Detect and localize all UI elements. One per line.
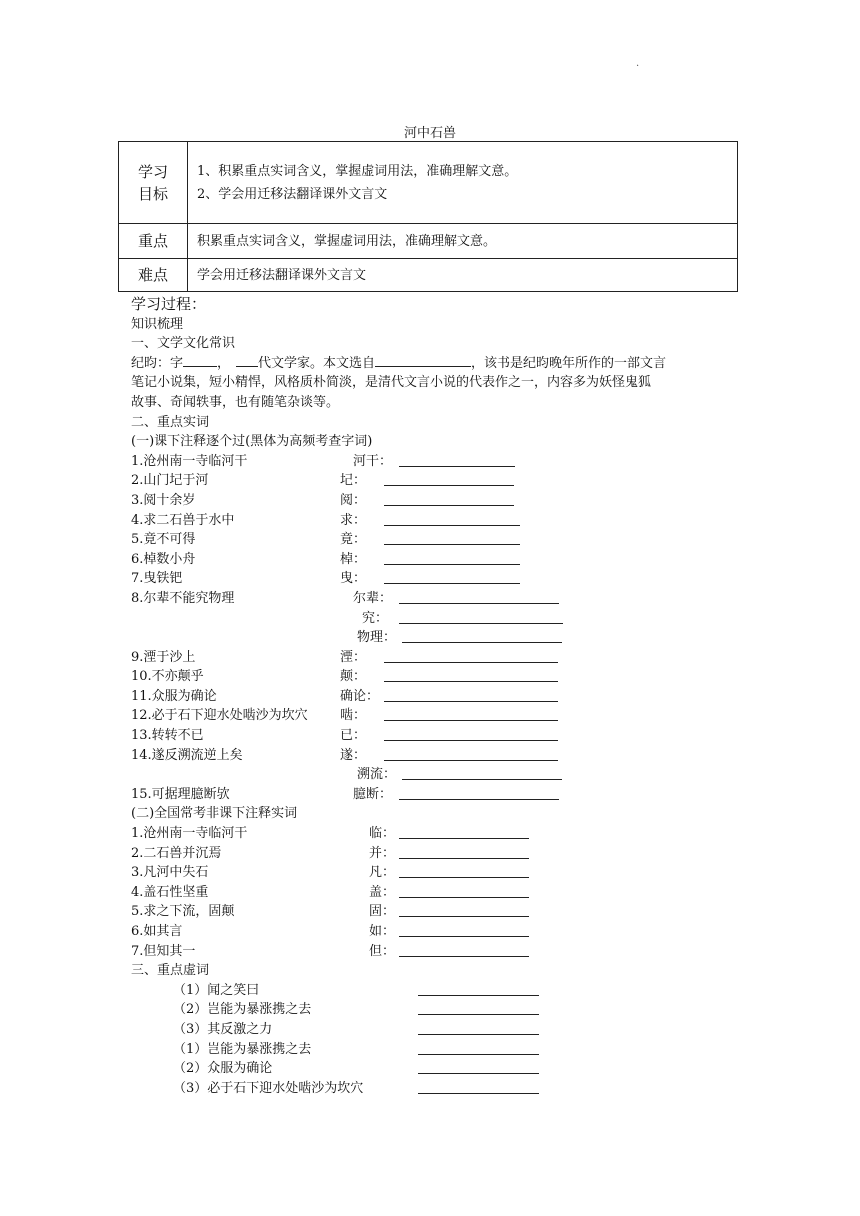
function-word-row [131, 1020, 751, 1040]
items1-list [131, 452, 751, 805]
items2-list [131, 824, 751, 961]
content-word-gloss-label: 河干： [353, 453, 393, 469]
blank-dynasty[interactable] [236, 354, 258, 367]
content-word-gloss-label: 曳： [340, 571, 367, 587]
exam-word-row [131, 942, 751, 962]
process-title: 学习过程： [131, 295, 207, 313]
content-word-row [131, 706, 751, 726]
content-word-answer-blank[interactable] [384, 525, 520, 526]
content-word-gloss-label: 臆断： [353, 786, 393, 802]
blank-source[interactable] [375, 354, 471, 367]
content-word-answer-blank[interactable] [384, 760, 558, 761]
content-word-row [131, 550, 751, 570]
exam-word-question: 1.沧州南一寺临河干 [131, 826, 248, 842]
exam-word-question: 2.二石兽并沉焉 [131, 845, 222, 861]
content-word-question: 10.不亦颠乎 [131, 669, 204, 685]
difficulty-content: 学会用迁移法翻译课外文言文 [188, 259, 738, 292]
goals-row [119, 142, 738, 224]
section1-para-line3: 故事、奇闻轶事，也有随笔杂谈等。 [131, 394, 340, 410]
content-word-row [131, 667, 751, 687]
content-word-gloss-label: 确论： [340, 688, 380, 704]
content-word-row [131, 746, 751, 766]
keypoint-header: 重点 [119, 224, 188, 259]
content-word-gloss-label: 究： [362, 610, 389, 626]
section2-sub1: (一)课下注释逐个过(黑体为高频考查字词) [131, 434, 373, 450]
content-word-gloss-label: 物理： [357, 630, 397, 646]
content-word-gloss-label: 竟： [340, 532, 367, 548]
exam-word-row [131, 824, 751, 844]
content-word-question: 13.转转不已 [131, 728, 204, 744]
exam-word-row [131, 902, 751, 922]
content-word-question: 14.遂反溯流逆上矣 [131, 747, 243, 763]
function-word-row [131, 1040, 751, 1060]
exam-word-answer-blank[interactable] [399, 838, 529, 839]
content-word-gloss-label: 湮： [340, 649, 367, 665]
content-word-question: 7.曳铁钯 [131, 571, 183, 587]
content-word-answer-blank[interactable] [399, 603, 559, 604]
content-word-answer-blank[interactable] [402, 642, 562, 643]
page-dot: . [636, 58, 640, 69]
content-word-row [131, 726, 751, 746]
keypoint-row [119, 224, 738, 259]
goals-table [118, 141, 738, 292]
exam-word-row [131, 883, 751, 903]
function-word-row [131, 981, 751, 1001]
goals-header: 学习 目标 [119, 142, 188, 224]
exam-word-answer-blank[interactable] [399, 877, 529, 878]
content-word-answer-blank[interactable] [384, 701, 558, 702]
exam-word-answer-blank[interactable] [399, 916, 529, 917]
content-word-question: 12.必于石下迎水处啮沙为坎穴 [131, 708, 308, 724]
exam-word-row [131, 844, 751, 864]
content-word-question: 2.山门圮于河 [131, 473, 209, 489]
content-word-answer-blank[interactable] [384, 564, 520, 565]
content-word-row [131, 765, 751, 785]
function-word-row [131, 1079, 751, 1099]
content-word-question: 1.沧州南一寺临河干 [131, 453, 248, 469]
content-word-answer-blank[interactable] [384, 583, 520, 584]
content-word-row [131, 628, 751, 648]
content-word-answer-blank[interactable] [384, 505, 514, 506]
exam-word-row [131, 863, 751, 883]
exam-word-question: 6.如其言 [131, 924, 183, 939]
knowledge-heading: 知识梳理 [131, 316, 184, 332]
content-word-row [131, 511, 751, 531]
content-word-question: 15.可据理臆断欤 [131, 786, 230, 802]
content-word-gloss-label: 尔辈： [353, 590, 393, 606]
content-word-answer-blank[interactable] [399, 623, 563, 624]
exam-word-gloss-label: 凡： [369, 865, 396, 881]
page-title: 河中石兽 [403, 126, 456, 141]
function-word-row [131, 1059, 751, 1079]
content-word-gloss-label: 棹： [340, 551, 367, 567]
difficulty-header: 难点 [119, 259, 188, 292]
section1-title: 一、文学文化常识 [131, 336, 236, 352]
function-word-sentence: （1）闻之笑曰 [173, 982, 260, 998]
exam-word-question: 4.盖石性坚重 [131, 884, 209, 900]
section2-title: 二、重点实词 [131, 414, 210, 430]
content-word-answer-blank[interactable] [384, 544, 520, 545]
content-word-answer-blank[interactable] [399, 466, 515, 467]
exam-word-answer-blank[interactable] [399, 897, 529, 898]
content-word-row [131, 569, 751, 589]
function-word-blank[interactable] [418, 995, 539, 996]
exam-word-gloss-label: 临： [369, 826, 396, 842]
content-word-gloss-label: 阅： [340, 492, 367, 508]
content-word-question: 11.众服为确论 [131, 688, 217, 704]
content-word-answer-blank[interactable] [384, 720, 558, 721]
function-word-sentence: （2）众服为确论 [173, 1061, 273, 1077]
function-word-sentence: （3）必于石下迎水处啮沙为坎穴 [173, 1080, 364, 1096]
content-word-gloss-label: 遂： [340, 747, 367, 763]
function-word-sentence: （1）岂能为暴涨携之去 [173, 1041, 312, 1057]
content-word-gloss-label: 已： [340, 728, 367, 744]
section1-para-line1: 纪昀：字 ， 代文学家。本文选自 ，该书是纪昀晚年所作的一部文言 [131, 355, 667, 371]
content-word-gloss-label: 圮： [340, 473, 367, 489]
section1-para-line2: 笔记小说集，短小精悍，风格质朴简淡，是清代文言小说的代表作之一，内容多为妖怪鬼狐 [131, 375, 652, 391]
content-word-row [131, 687, 751, 707]
section3-title: 三、重点虚词 [131, 963, 210, 979]
exam-word-question: 5.求之下流，固颠 [131, 904, 235, 920]
content-word-answer-blank[interactable] [384, 681, 558, 682]
function-word-blank[interactable] [418, 1014, 539, 1015]
content-word-row [131, 491, 751, 511]
content-word-gloss-label: 求： [340, 512, 367, 528]
content-word-row [131, 609, 751, 629]
goals-content: 1、积累重点实词含义，掌握虚词用法，准确理解文意。 2、学会用迁移法翻译课外文言文 [188, 142, 738, 224]
function-word-blank[interactable] [418, 1073, 539, 1074]
content-word-row [131, 648, 751, 668]
content-word-question: 4.求二石兽于水中 [131, 512, 235, 528]
content-word-question: 5.竟不可得 [131, 532, 196, 548]
exam-word-row [131, 922, 751, 942]
section2-sub2: (二)全国常考非课下注释实词 [131, 806, 298, 822]
content-word-answer-blank[interactable] [399, 799, 559, 800]
document-body [131, 295, 751, 1098]
content-word-row [131, 471, 751, 491]
exam-word-question: 3.凡河中失石 [131, 865, 209, 881]
content-word-row [131, 530, 751, 550]
content-word-question: 3.阅十余岁 [131, 492, 196, 508]
keypoint-content: 积累重点实词含义，掌握虚词用法，准确理解文意。 [188, 224, 738, 259]
content-word-gloss-label: 啮： [340, 708, 367, 724]
content-word-row [131, 452, 751, 472]
function-word-blank[interactable] [418, 1093, 539, 1094]
exam-word-gloss-label: 但： [369, 943, 396, 959]
function-word-sentence: （3）其反激之力 [173, 1021, 273, 1037]
content-word-question: 6.棹数小舟 [131, 551, 196, 567]
exam-word-answer-blank[interactable] [399, 956, 529, 957]
function-word-blank[interactable] [418, 1034, 539, 1035]
exam-word-gloss-label: 并： [369, 845, 396, 861]
content-word-question: 8.尔辈不能究物理 [131, 590, 235, 606]
function-word-blank[interactable] [418, 1054, 539, 1055]
content-word-row [131, 589, 751, 609]
content-word-gloss-label: 颠： [340, 669, 367, 685]
content-word-answer-blank[interactable] [384, 662, 558, 663]
content-word-answer-blank[interactable] [384, 485, 514, 486]
difficulty-row [119, 259, 738, 292]
exam-word-gloss-label: 盖： [369, 884, 396, 900]
content-word-answer-blank[interactable] [384, 740, 558, 741]
function-word-sentence: （2）岂能为暴涨携之去 [173, 1002, 312, 1018]
blank-zi[interactable] [183, 354, 217, 367]
exam-word-gloss-label: 如： [369, 924, 396, 939]
content-word-question: 9.湮于沙上 [131, 649, 196, 665]
content-word-gloss-label: 溯流： [357, 767, 397, 783]
exam-word-answer-blank[interactable] [399, 936, 529, 937]
content-word-row [131, 785, 751, 805]
items3-list [131, 981, 751, 1099]
function-word-row [131, 1000, 751, 1020]
exam-word-gloss-label: 固： [369, 904, 396, 920]
exam-word-answer-blank[interactable] [399, 858, 529, 859]
exam-word-question: 7.但知其一 [131, 943, 196, 959]
content-word-answer-blank[interactable] [402, 779, 562, 780]
